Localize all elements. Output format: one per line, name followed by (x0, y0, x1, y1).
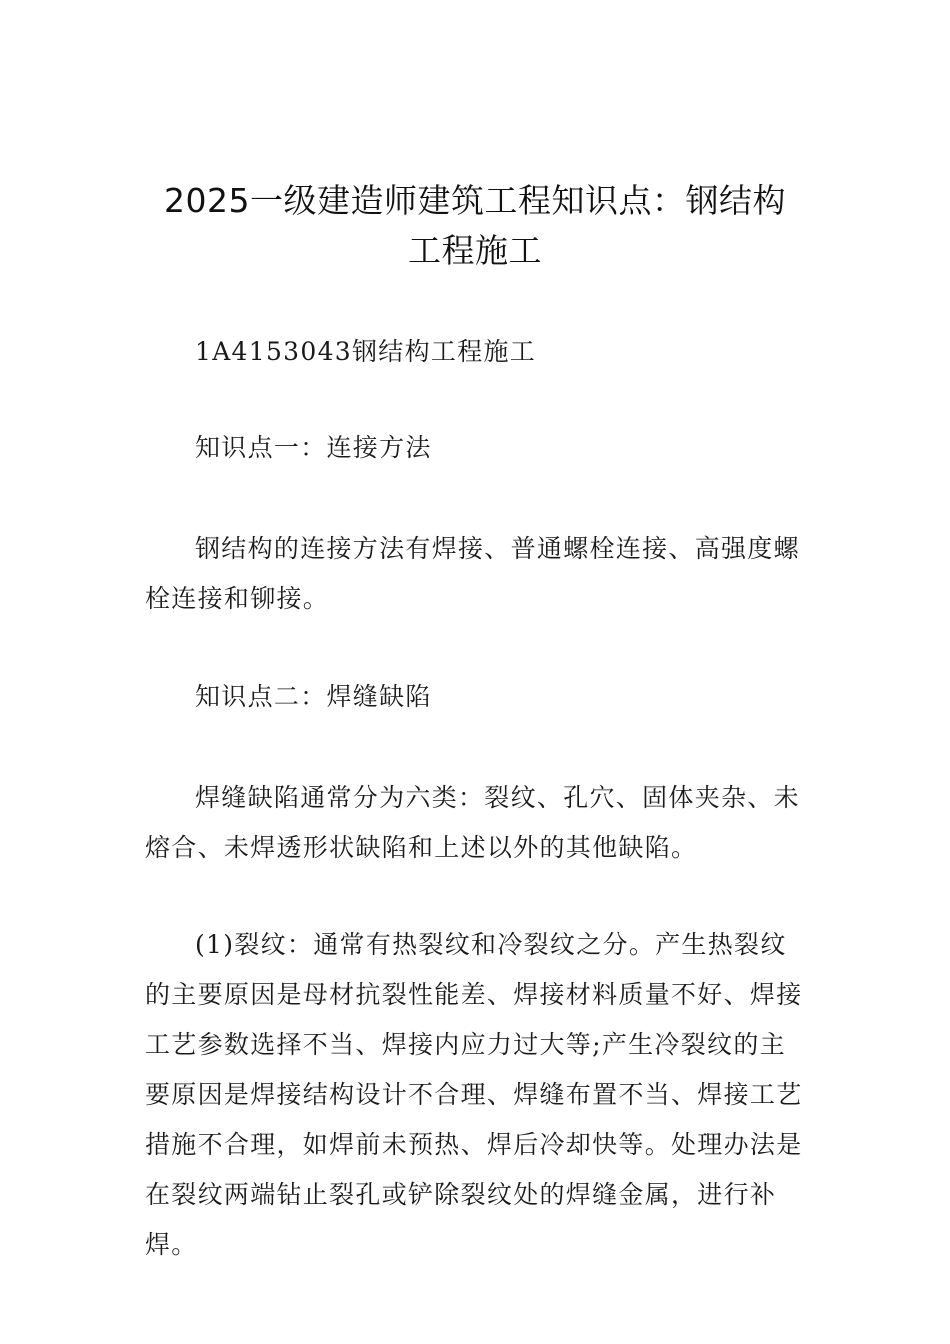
weld-defects-paragraph: 焊缝缺陷通常分为六类：裂纹、孔穴、固体夹杂、未熔合、未焊透形状缺陷和上述以外的其他缺陷。 (145, 783, 800, 862)
cracks-paragraph: (1)裂纹：通常有热裂纹和冷裂纹之分。产生热裂纹的主要原因是母材抗裂性能差、焊接材料质量不好、焊接工艺参数选择不当、焊接内应力过大等;产生冷裂纹的主要原因是焊接结构设计不合理、焊缝布置不当、焊接工艺措施不合理，如焊前未预热、焊后冷却快等。处理办法是在裂纹两端钻止裂孔或铲除裂纹处的焊缝金属，进行补焊。 (145, 930, 803, 1259)
knowledge-point-2-heading: 知识点二：焊缝缺陷 (195, 682, 432, 711)
section-code: 1A4153043钢结构工程施工 (195, 337, 537, 366)
connection-methods-paragraph: 钢结构的连接方法有焊接、普通螺栓连接、高强度螺栓连接和铆接。 (145, 534, 800, 613)
document-title (145, 176, 805, 276)
title-line-2: 工程施工 (408, 231, 542, 270)
knowledge-point-1-heading: 知识点一：连接方法 (195, 433, 432, 462)
title-line-1: 2025一级建造师建筑工程知识点：钢结构 (164, 181, 786, 220)
